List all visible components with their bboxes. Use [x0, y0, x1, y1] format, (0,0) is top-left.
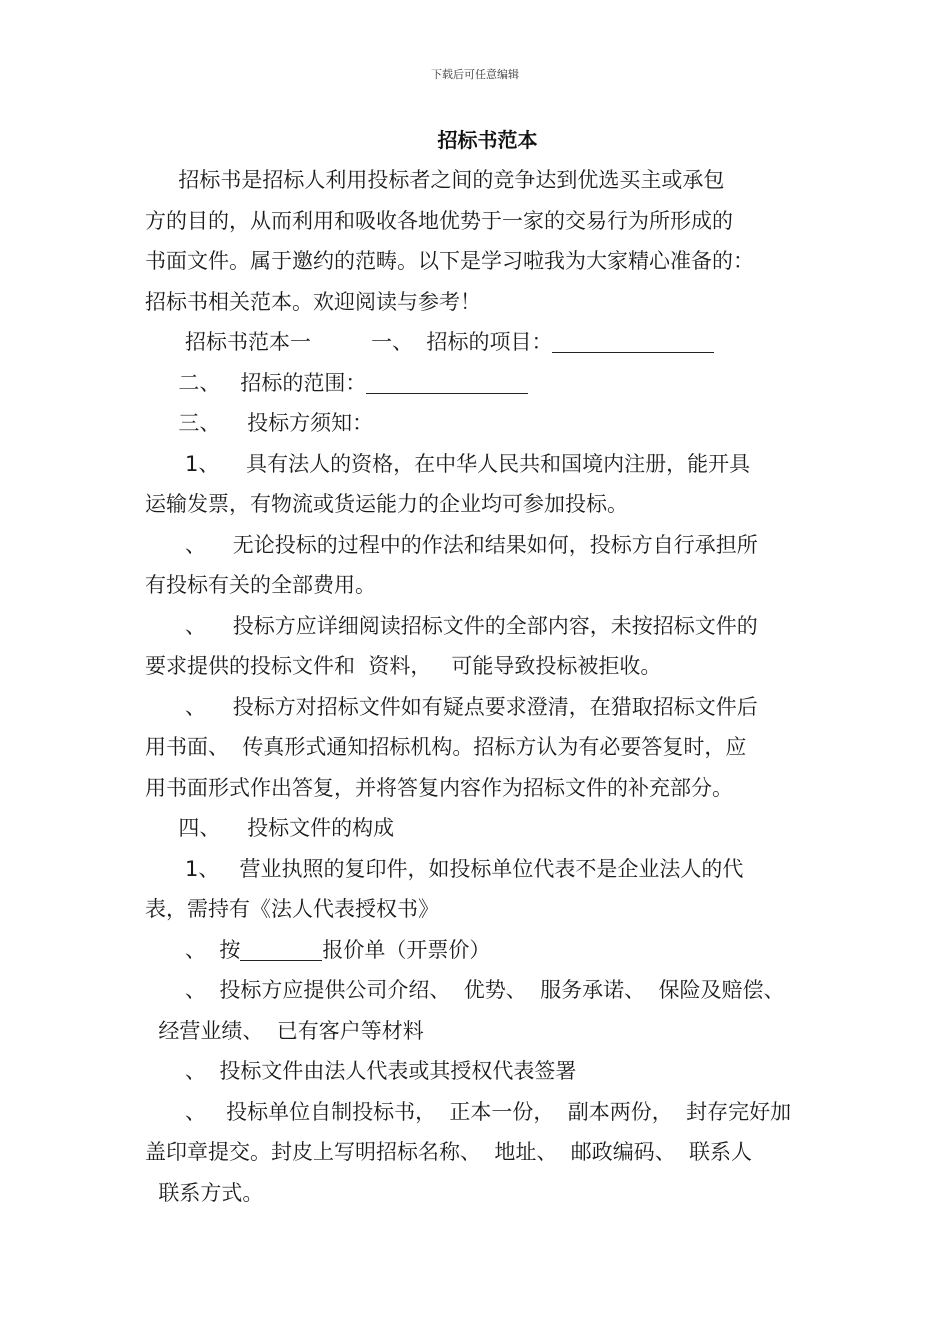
scope-blank-underline: [366, 371, 528, 394]
scope-text: 二、 招标的范围：: [145, 370, 367, 395]
intro-line-2: 方的目的，从而利用和吸收各地优势于一家的交易行为所形成的: [145, 208, 733, 233]
sample-one-project-line: [145, 322, 813, 363]
notice-item-4-line-1: 、 投标方对招标文件如有疑点要求澄清，在猎取招标文件后: [145, 694, 758, 719]
composition-item-1-line-1: 1、 营业执照的复印件，如投标单位代表不是企业法人的代: [145, 856, 744, 881]
notice-item-1-line-2: 运输发票，有物流或货运能力的企业均可参加投标。: [145, 492, 628, 516]
document-body: [145, 160, 813, 1213]
notice-item-3-line-1: 、 投标方应详细阅读招标文件的全部内容，未按招标文件的: [145, 613, 758, 638]
intro-line-3: 书面文件。属于邀约的范畴。以下是学习啦我为大家精心准备的：: [145, 249, 754, 273]
notice-item-3-line-2: 要求提供的投标文件和 资料， 可能导致投标被拒收。: [145, 654, 662, 678]
composition-item-5-line-3: 联系方式。: [145, 1180, 264, 1205]
composition-item-1-line-2: 表，需持有《法人代表授权书》: [145, 897, 439, 921]
quote-suffix-text: 报价单（开票价）: [322, 937, 491, 962]
composition-item-2-text: 、 按: [145, 937, 241, 962]
sample-one-project-text: 招标书范本一 一、 招标的项目：: [145, 330, 553, 354]
project-blank-underline: [552, 330, 714, 353]
composition-item-2-line: [145, 930, 813, 971]
intro-line-1: 招标书是招标人利用投标者之间的竞争达到优选买主或承包: [145, 168, 725, 192]
notice-item-4-line-2: 用书面、 传真形式通知招标机构。招标方认为有必要答复时，应: [145, 735, 747, 759]
composition-item-3-line-1: 、 投标方应提供公司介绍、 优势、 服务承诺、 保险及赔偿、: [145, 978, 785, 1002]
document-title: 招标书范本: [437, 128, 538, 152]
notice-item-4-line-3: 用书面形式作出答复，并将答复内容作为招标文件的补充部分。: [145, 775, 733, 800]
composition-item-4-line: 、 投标文件由法人代表或其授权代表签署: [145, 1059, 577, 1083]
section-four-heading: 四、 投标文件的构成: [145, 816, 395, 840]
intro-line-4: 招标书相关范本。欢迎阅读与参考！: [145, 289, 481, 314]
notice-item-1-line-1: 1、 具有法人的资格，在中华人民共和国境内注册，能开具: [145, 451, 751, 476]
notice-item-2-line-1: 、 无论投标的过程中的作法和结果如何，投标方自行承担所: [145, 532, 758, 557]
composition-item-3-line-2: 经营业绩、 已有客户等材料: [145, 1018, 424, 1043]
scope-line: [145, 363, 813, 404]
notice-item-2-line-2: 有投标有关的全部费用。: [145, 573, 376, 597]
page-header-note: 下载后可任意编辑: [431, 68, 519, 81]
composition-item-5-line-2: 盖印章提交。封皮上写明招标名称、 地址、 邮政编码、 联系人: [145, 1140, 753, 1164]
section-three-heading: 三、 投标方须知：: [145, 411, 374, 435]
price-blank-underline: [240, 938, 322, 961]
composition-item-5-line-1: 、 投标单位自制投标书， 正本一份， 副本两份， 封存完好加: [145, 1099, 792, 1124]
